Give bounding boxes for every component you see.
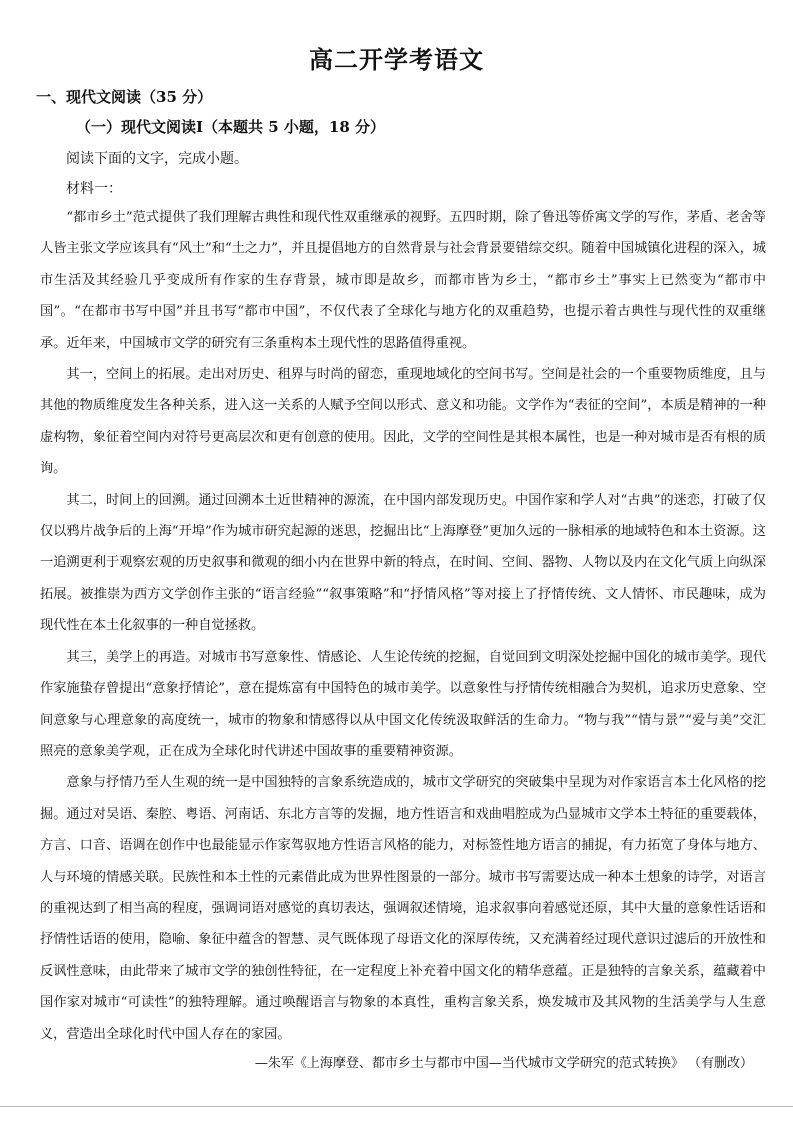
subsection-heading: （一）现代文阅读Ⅰ（本题共 5 小题，18 分） — [76, 118, 385, 136]
paragraph-5: 意象与抒情乃至人生观的统一是中国独特的言象系统造成的，城市文学研究的突破集中呈现为对作家语言本土化风格的挖掘。通过对吴语、秦腔、粤语、河南话、东北方言等的发掘，地方性语言和戏曲唱腔成为凸显城市文学本土特征的重要载体，方言、口音、语调在创作中也最能显示作家驾驭地方性语言风格的能力，对标签性地方语言的捕捉，有力拓宽了身体与地方、人与环境的情感关联。民族性和本土性的元素借此成为世界性图景的一部分。城市书写需要达成一种本土想象的诗学，对语言的重视达到了相当高的程度，强调词语对感觉的真切表达，强调叙述情境，追求叙事向着感觉还原，其中大量的意象性话语和抒情性话语的使用，隐喻、象征中蕴含的智慧、灵气既体现了母语文化的深厚传统，又充满着经过现代意识过滤后的开放性和反讽性意味，由此带来了城市文学的独创性特征，在一定程度上补充着中国文化的精华意蕴。正是独特的言象关系，蕴藏着中国作家对城市“可读性”的独特理解。通过唤醒语言与物象的本真性，重构言象关系，焕发城市及其风物的生活美学与人生意义，营造出全球化时代中国人存在的家园。 — [40, 775, 766, 1042]
page-title: 高二开学考语文 — [309, 45, 484, 74]
paragraph-4: 其三，美学上的再造。对城市书写意象性、情感论、人生论传统的挖掘，自觉回到文明深处挖掘中国化的城市美学。现代作家施蛰存曾提出“意象抒情论”，意在提炼富有中国特色的城市美学。以意象性与抒情传统相融合为契机，追求历史意象、空间意象与心理意象的高度统一，城市的物象和情感得以从中国文化传统汲取鲜活的生命力。“物与我”“情与景”“爱与美”交汇照亮的意象美学观，正在成为全球化时代讲述中国故事的重要精神资源。 — [40, 649, 766, 759]
paragraph-1: “都市乡土”范式提供了我们理解古典性和现代性双重继承的视野。五四时期，除了鲁迅等侨寓文学的写作，茅盾、老舍等人皆主张文学应该具有“风土”和“土之力”，并且提倡地方的自然背景与社会背景要错综交织。随着中国城镇化进程的深入，城市生活及其经验几乎变成所有作家的生存背景，城市即是故乡，而都市皆为乡土，“都市乡土”事实上已然变为“都市中国”。“在都市书写中国”并且书写“都市中国”，不仅代表了全球化与地方化的双重趋势，也提示着古典性与现代性的双重继承。近年来，中国城市文学的研究有三条重构本土现代性的思路值得重视。 — [40, 210, 766, 351]
instruction-text: 阅读下面的文字，完成小题。 — [66, 151, 248, 167]
section-heading: 一、现代文阅读（35 分） — [36, 88, 213, 106]
paragraph-3: 其二，时间上的回溯。通过回溯本土近世精神的源流，在中国内部发现历史。中国作家和学人对“古典”的迷恋，打破了仅仅以鸦片战争后的上海“开埠”作为城市研究起源的迷思，挖掘出比“上海摩登”更加久远的一脉相承的地域特色和本土资源。这一追溯更利于观察宏观的历史叙事和微观的细小内在世界中新的特点，在时间、空间、器物、人物以及内在文化气质上向纵深拓展。被推崇为西方文学创作主张的“语言经验”“叙事策略”和“抒情风格”等对接上了抒情传统、文人情怀、市民趣味，成为现代性在本土化叙事的一种自觉拯救。 — [40, 492, 766, 634]
paragraph-2: 其一，空间上的拓展。走出对历史、租界与时尚的留恋，重现地域化的空间书写。空间是社会的一个重要物质维度，且与其他的物质维度发生各种关系，进入这一关系的人赋予空间以形式、意义和功能。文学作为“表征的空间”，本质是精神的一种虚构物，象征着空间内对符号更高层次和更有创意的使用。因此，文学的空间性是其根本属性，也是一种对城市是否有根的质询。 — [40, 367, 766, 477]
source-citation: —朱军《上海摩登、都市乡土与都市中国—当代城市文学研究的范式转换》 （有删改） — [254, 1056, 753, 1071]
passage-body — [40, 202, 766, 1050]
material-label: 材料一： — [66, 181, 122, 197]
bottom-divider — [0, 1106, 793, 1107]
